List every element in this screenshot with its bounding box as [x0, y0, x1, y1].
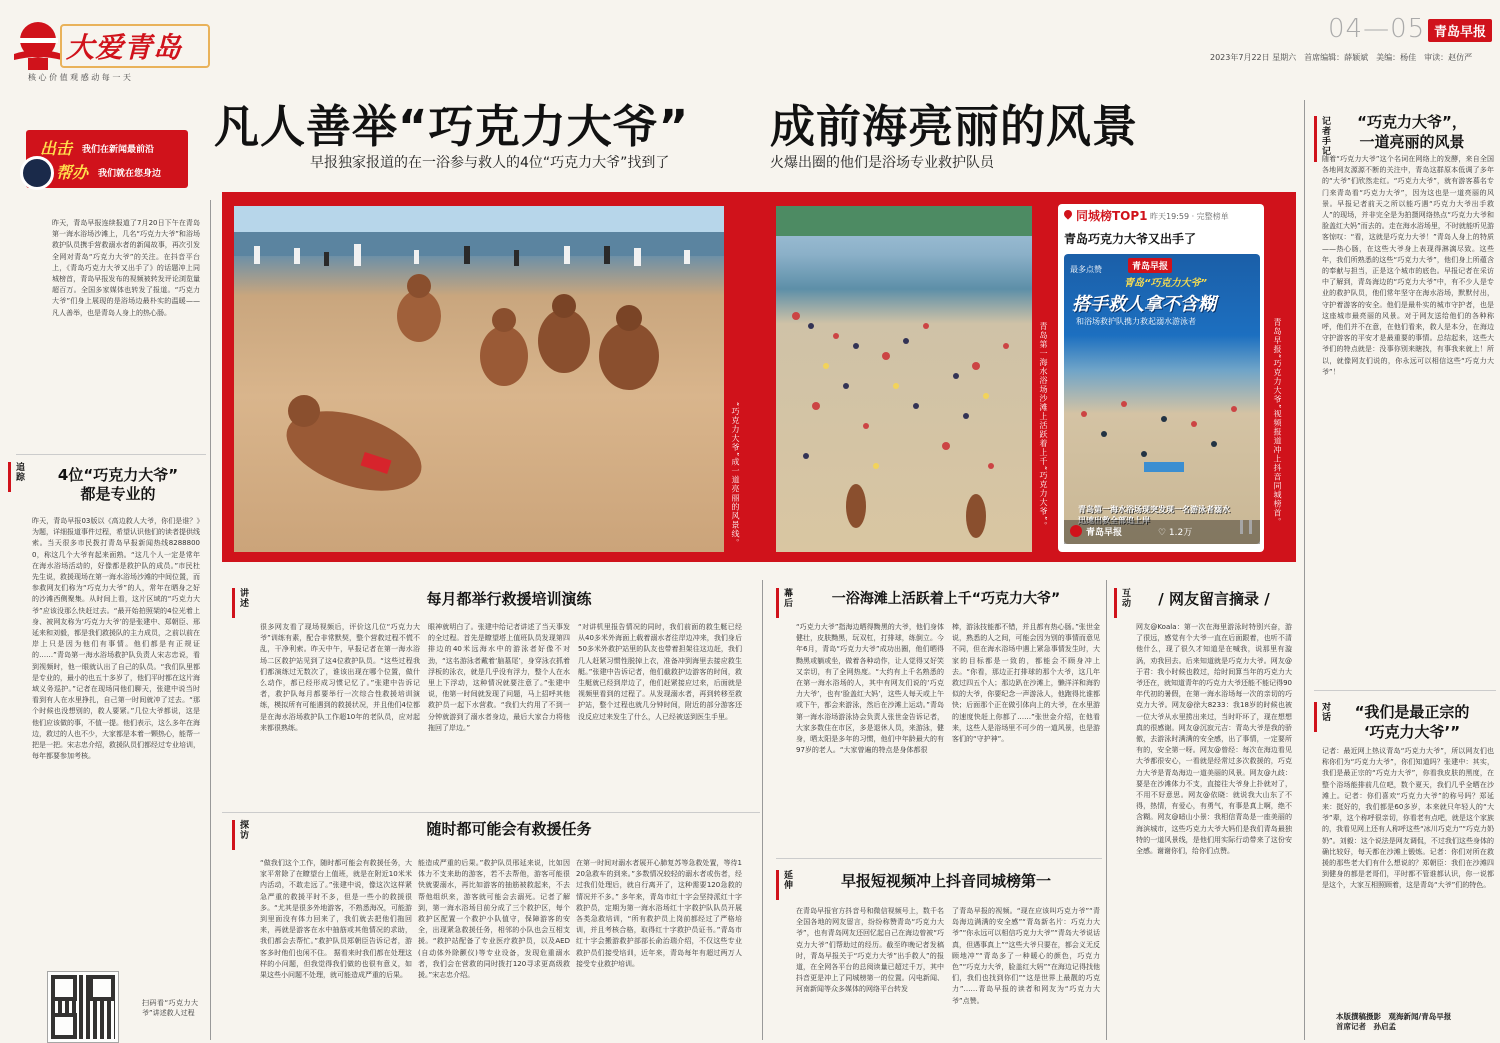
- jiangshu-col2: 眼神就明白了。张建中给记者讲述了当天事发的全过程。首先是瞭望塔上值班队员发现第四排边的40米远海水中的游泳者好像不对劲，“这名游泳者戴着‘脑墓尾’，身穿泳衣抓着浮板的泳衣，就是几乎没有浮力，整个人在水里上下浮动，这种情况就要注意了。”张建中说，他第一时间就发现了问题，马上招呼其他救护员一起下水营救。“我们大约用了不到一分钟就游到了溺水者身边，最后大家合力将他拖回了岸边。”: [428, 623, 570, 732]
- essay-body: 随着“巧克力大爷”这个名词在网络上的发酵，来自全国各地网友源源不断的关注中，青岛这群原本低调了多年的“大爷”们欣然走红。“巧克力大爷”，就有游客慕名专门来青岛看“巧克力大爷”，因为这也是一道亮丽的风景。早报记者前天之所以能巧遇“巧克力大爷出手救人”的现场，并非完全是为拍摄网络热点“巧克力大爷和脸盖红大妈”而去的。走在海水浴场里，不时就能听见游客惊叹：“看，这就是巧克力大爷！”青岛人身上的特质——热心肠，在这些大爷身上表现得淋漓尽致。这些年，我们所熟悉的这些“巧克力大爷”，他们身上所蕴含的奉献与担当，正是这个城市的底色。早报记者在采访中了解到，青岛海边的“巧克力大爷”中，有不少人是专业的救护队员，他们常年坚守在海水浴场，默默付出，守护着游客的安全。他们是最朴实的城市守护者，也是这座城市最亮丽的风景。对于网友送给他们的各种称呼，他们并不在意，在他们看来，救人是本分，在海边守护游客的平安才是最重要的事情。总结起来，这些大爷们的特点就是：没事你别来瞎找，有事我来就上！所以，就像网友们说的，你永远可以相信这些“巧克力大爷”！: [1322, 155, 1494, 376]
- qr-code[interactable]: [48, 972, 118, 1042]
- column-banner: [26, 130, 188, 188]
- jiangshu-title: 每月都举行救援培训演练: [426, 590, 592, 608]
- video-card-sub: 和浴场救护队携力救起溺水游泳者: [1076, 317, 1196, 326]
- tag-duihua: 对话: [1314, 702, 1332, 732]
- muhou-col2: 棒，游泳技能都不错，并且都有热心肠。”张世金说，熟悉的人之间，可能会因为别的事情而意见不同，但在海水浴场中遇上紧急事情发生时，大家的目标都是一致的，都能会不顾身冲上去。“你看，那边正打排球的那个大爷，这几年救过四五个人；那边趴在沙滩上，懒洋洋和海豹似的大爷，你要纪念一声游泳人，他跑得比谁都快；后面那个正在做引体向上的大爷，在水里游的速度快赶上你都了……”张世金介绍，在他看来，这些人是浴场里不可少的一道风景，也是游客们的“守护神”。: [952, 623, 1100, 744]
- video-frame-illustration: [1064, 374, 1260, 494]
- tanfang-col3: 在第一时间对溺水者展开心肺复苏等急救处置，等待120急救车的到来。”多数情况较轻的溺水者或伤者，经过我们处理后，就自行离开了，这种需要120急救的情况并不多。” 多年来，青岛市红十字会坚持派红十字救护员，定期为第一海水浴场红十字救护队队员开展各类急救培训，“所有救护员上岗前都经过了严格培训，并且考核合格，取得红十字救护员证书。”青岛市红十字会搬游救护部部长俞治瑞介绍，不仅这些专业救护员们接受培训，近年来，青岛每年有超过两万人接受专业救护培训。: [576, 859, 742, 968]
- divider-left: [210, 200, 211, 1040]
- photo-crowded-beach: [776, 206, 1032, 552]
- paper-logo: 青岛早报: [1428, 19, 1492, 42]
- tag-hudong: 互动: [1114, 588, 1132, 618]
- divider-h3: [1314, 690, 1496, 691]
- jiangshu-col1: 很多网友看了现场视频后，评价这几位“巧克力大爷”训练有素，配合非常默契，整个营救过程不慌不乱，干净利索。昨天中午，早报记者在第一海水浴场二区救护站见到了这4位救护队员。“这些过程我们都演练过无数次了，谁该出现在哪个位置，做什么动作，都已经形成习惯记忆了。”张建中告诉记者，救护队每月都要举行一次综合性救援培训演练，模拟所有可能遇到的救援状况，并且他们4位都是在海水浴场救护队工作超10年的老队员，应对起来都很熟练。: [260, 623, 420, 732]
- footer-likes[interactable]: ♡ 1.2万: [1158, 528, 1193, 538]
- hot-rank-time: 昨天19:59 · 完整榜单: [1150, 212, 1229, 221]
- photo-beach-men: [234, 206, 724, 552]
- phone-screenshot: [1058, 204, 1264, 552]
- photo2-caption: 青岛第一海水浴场沙滩上活跃着上千“巧克力大爷”。: [1039, 322, 1048, 531]
- photo-beach-men-illustration: [234, 206, 724, 552]
- divider-h1: [222, 812, 760, 813]
- hudong-body: 网友@Koala：第一次在海里游泳时特别兴奋，游了很远，感觉有个大爷一直在后面跟着，也听不清他什么，现了很久才知道是在喊我，说那里有漩涡，劝我回去。后来知道就是巧克力大爷。网友@于君：我小时候也救过，给时间算当年的巧克力大爷还在，就知道青年的巧克力大爷还能不能记得90年代初的暑假，在第一海水浴场每一次的亲切的巧克力大爷。网友@徐大8233：我18岁的时候也被一位大爷从水里捞出来过，当时吓坏了，现在想想真的很感谢。网友@沉寂元吉：青岛大爷是我的骄傲，去游泳时满满的安全感，出了事情，一定要所有的，安全第一呀。网友@曾经：每次在海边看见大爷都很安心，一看就是经常过多次救援的，巧克力大爷是青岛海边一道美丽的风景。网友@九歧：要是在沙滩体力不支，直接往大爷身上扑就对了，不用不好意思。网友@依晓：就说我大山东了不得，热情，有爱心，有勇气，有事是真上啊，绝不含糊。网友@暗山小景：我相信青岛是一座美丽的海滨城市，这些巧克力大爷大妈们是我们青岛最独特的一道风景线，是他们用实际行动带来了这份安全感。谢谢你们，给你们点赞。: [1136, 623, 1292, 856]
- muhou-title: 一浴海滩上活跃着上千“巧克力大爷”: [831, 591, 1061, 607]
- video-card-headline: 搭手救人拿不含糊: [1072, 294, 1216, 315]
- tanfang-title: 随时都可能会有救援任务: [426, 820, 592, 838]
- tag-tanfang: 探访: [232, 820, 250, 850]
- jiangshu-col3: “对讲机里报告情况的同时，我们前面的救生艇已经从40多米外海面上载着溺水者往岸边冲来，我们身后50多米外救护站里的队友也带着担架往这边赶，我们几人赶紧习惯性脱掉上衣，准备冲到海里去接应救生艇。”张建中告诉记者，他们截救护边游客的时间，救生艇就已经到岸边了，他们赶紧接应过来，后面就是视频里看到的过程了。从发现溺水者，再到转移至救护站，整个过程也就几分钟时间，附近的部分游客还没反应过来发生了什么，人已经被送到医生手里。: [578, 623, 742, 721]
- muhou-col1: “巧克力大爷”指海边晒得黝黑的大爷，他们身体健壮，皮肤黝黑，玩双杠，打排球，练倒立。今年6月，青岛“巧克力大爷”成功出圈，他们晒得黝黑或躺或坐，做着各种动作，让人觉得又好笑又亲切，有了全网热度。“大约有上千名熟悉的在第一海水浴场的人，其中有网友们说的‘巧克力大爷’，也有‘脸盖红大妈’，这些人每天或上午或下午，都会来游泳，然后在沙滩上运动。”青岛第一海水浴场游泳协会负责人张世金告诉记者，大家多数住在市区，多是退休人员，来游泳，健身，晒太阳是多年的习惯，他们中年龄最大的有97岁的老人。“大家曾遍的特点是身体都很: [796, 623, 944, 755]
- banner-line1-small: 我们在新闻最前沿: [82, 145, 155, 155]
- subheadline-right: 火爆出圈的他们是浴场专业救护队员: [770, 155, 994, 171]
- yanshen-col1: 在青岛早报官方抖音号和微信视频号上，数千名全国各地的网友留言，纷纷称赞青岛“巧克力大爷”，也有青岛网友还回忆起自己在海边曾被“巧克力大爷”们帮助过的经历。截至昨晚记者发稿时，青岛早报关于“巧克力大爷”出手救人”的报道，在全网各平台的总阅读量已超过千万，其中抖音更是冲上了同城榜第一的位置。闪电新闻、河南新闻等众多媒体的网络平台转发: [796, 907, 944, 994]
- headline-left: 凡人善举“巧克力大爷”: [214, 100, 690, 153]
- divider-right-mid: [1106, 580, 1107, 1040]
- location-pin-icon: [1062, 208, 1073, 219]
- footer-user: 青岛早报: [1086, 528, 1123, 538]
- video-card[interactable]: [1064, 254, 1260, 544]
- divider-h4: [16, 454, 206, 455]
- video-card-small: 青岛“巧克力大爷”: [1124, 278, 1207, 289]
- banner-line2-small: 我们就在您身边: [98, 169, 162, 179]
- hudong-title: / 网友留言摘录 /: [1158, 590, 1270, 608]
- divider-right: [1304, 100, 1305, 1040]
- tag-yanshen: 延伸: [776, 870, 794, 900]
- tag-muhou: 幕后: [776, 588, 794, 618]
- divider-center: [762, 580, 763, 1040]
- camera-lens-icon: [20, 156, 54, 190]
- essay-title: “巧克力大爷”， 一道亮丽的风景: [1357, 113, 1467, 151]
- tag-zhuizong: 追踪: [8, 462, 26, 492]
- headline-right: 成前海亮丽的风景: [770, 100, 1139, 153]
- photo1-caption: “巧克力大爷”成一道亮丽的风景线。: [731, 402, 740, 548]
- left-body: 昨天，青岛早报03版以《高边救人大爷，你们是谁？》为题，详细报道事件过程，希望认识他们的读者提供线索。当天很多市民拨打青岛早报新闻热线82888000，称这几个大爷有起来面熟。“这几个人一定是常年在海水浴场活动的，好像都是救护队的成员。”市民杜先生说，救援现场在第一海水浴场沙滩的中间位置，而参救网友们称为“巧克力大爷”的人，常年在晒身之好的沙滩西侧聚集。从时间上看，这片区域的“巧克力大爷”应该没那么快赶过去。“最开始拍照架的4位光着上身、被网友称为‘巧克力大爷’的是张建中、郑朝臣、邢延来和刘毅，都是我们救援队的主力成员，之前以前在岸上只是因为他们有事情。他们都是有正规证的……”青岛第一海水浴场救护队负责人宋志忠说，看到视频时，他一眼就认出了自己的队员。“我们队里都是专业的，最小的也五十多岁了，他们平时都在这片海域义务巡护。”记者在现场同他们聊天，张建中说当时看到有人在水里挣扎，自己第一时间就冲了过去。“那个时候也没想别的，救人要紧。”几位大爷都说，这是他们应该做的事，不值一提。他们表示，这么多年在海边，救过的人也不少，大家都是本着一颗热心，能帮一把是一把。宋志忠介绍，救援队员们都经过专业培训，每年都要参加考核。: [32, 517, 200, 761]
- video-bottom-caption: 青岛第一海水浴场现突发现一名游泳者溺水 迅速出救全部追上岸: [1078, 505, 1230, 525]
- user-avatar-icon: [1070, 525, 1082, 537]
- left-subhead: 4位“巧克力大爷” 都是专业的: [57, 466, 179, 503]
- left-intro: 昨天，青岛早报连续报道了7月20日下午在青岛第一海水浴场沙滩上，几名“巧克力大爷”和浴场救护队员携手营救溺水者的新闻故事，再次引发全网对青岛“巧克力大爷”的关注。在抖音平台上，《青岛巧克力大爷又出手了》的话题冲上同城榜首，青岛早报发布的视频被转发评论浏览量超百万。全国多家媒体也转发了报道。“巧克力大爷”们身上展现的是浴场边最朴实的温暖——凡人善举，也是青岛人身上的热心肠。: [52, 219, 200, 317]
- tanfang-col1: “做我们这个工作，随时都可能会有救援任务，大家平常除了在瞭望台上值班，就是在附近10米米内活动，不敢走远了。”张建中说，像这次这样紧急严重的救援平时不多，但是一些小的救援很多。“尤其是很多外地游客，不熟悉海况，可能游到里面没有体力回来了，我们就去把他们拖回来，再就是游客在水中抽筋或其他情况的求助，我们都会去帮忙。”救护队员郑朝臣告诉记者，游客多时他们也闲不住。 据看来时我们都在处理这样的小问题，但我觉得我们做的也很有意义，如果这些小问题不处理，就可能造成严重的后果。: [260, 859, 412, 980]
- divider-h2: [776, 858, 1102, 859]
- dialogue-title: “我们是最正宗的 ‘巧克力大爷’”: [1354, 703, 1470, 741]
- dialogue-body: 记者：最近网上热议青岛“巧克力大爷”，所以网友们也称你们为“巧克力大爷”，你们知道吗？张建中：其实，我们是最正宗的“巧克力大爷”，你看我皮肤的黑度，在整个浴场能排前几位吧，数个夏天，我们几乎全晒在沙滩上。记者：你们喜欢“巧克力大爷”的称号吗？郑延来：挺好的，我们都是60多岁，本来就只年轻人的“大爷”辈，这个称呼很亲切，你看老有点吧，就是这个家族的，我看见网上还有人称呼这些“冰川巧克力”“巧克力奶奶”。刘毅：这个说法是网友调侃，不过我们这些身体的确比较好，每天都在沙滩上锻炼。记者：你们对所在救援的那些老大们有什么想说的？郑朝臣：我们在沙滩四到健身的都是老哥们，平时都不管谁都认识，你一说都是这个，大家互相照顾着，这是青岛“大爷”们的特色。: [1322, 747, 1494, 890]
- hot-rank-title: 青岛巧克力大爷又出手了: [1064, 232, 1197, 246]
- hot-rank-badge: 同城榜TOP1: [1076, 209, 1148, 223]
- video-card-logo: 青岛早报: [1128, 258, 1172, 273]
- masthead-logo-text: 大爱青岛: [66, 31, 183, 64]
- page-numbers: 04—05: [1328, 14, 1426, 44]
- photo3-caption: 青岛早报“巧克力大爷”视频报道冲上抖音同城榜首。: [1273, 318, 1282, 527]
- tanfang-col2: 能造成严重的后果。”救护队员邢延来说，比如因体力不支来助的游客，若不去帮他，游客可能很快就要溺水，再比如游客的抽筋被救起来，不去帮他组织来，游客就可能会去溺死。记者了解到，第一海水浴场目前分成了三个救护区，每个救护区配置一个救护小队值守，保障游客的安全，出现紧急救援任务，相邻的小队也会互相支援。“救护站配备了专业医疗救护员，以及AED(自动体外除颤仪)等专业设备，发现危重溺水者，我们会在营救的同时拨打120寻求更高级救援。”宋志忠介绍。: [418, 859, 570, 980]
- video-card-top: 最多点赞: [1070, 265, 1102, 274]
- banner-line2-big: 帮办: [56, 163, 89, 182]
- phone-footer: [1064, 520, 1260, 544]
- qr-caption: 扫码看“巧克力大爷”讲述救人过程: [142, 999, 198, 1017]
- page-meta: 2023年7月22日 星期六 首席编辑：薛颖斌 美编：杨佳 审读：赵仿严: [1210, 53, 1473, 62]
- photo-crowded-beach-illustration: [776, 206, 1032, 552]
- masthead-logo: [8, 14, 208, 86]
- subheadline-left: 早报独家报道的在一浴参与救人的4位“巧克力大爷”找到了: [310, 155, 670, 171]
- tag-jiangshu: 讲述: [232, 588, 250, 618]
- banner-line1-big: 出击: [40, 139, 73, 158]
- masthead-slogan: 核 心 价 值 观 感 动 每 一 天: [28, 73, 131, 82]
- yanshen-title: 早报短视频冲上抖音同城榜第一: [840, 872, 1051, 890]
- reporter-credit: 本版撰稿摄影 观海新闻/青岛早报 首席记者 孙启孟: [1336, 1012, 1452, 1031]
- yanshen-col2: 了青岛早报的视频。“现在应该叫巧克力爷”“青岛海边满满的安全感”“青岛新名片：巧克力大爷”“你永远可以相信巧克力大爷”“青岛大爷说话真，但遇事真上”“这些大爷只要在，都会义无反顾地冲”“青岛多了一种暖心的颜色，巧克力色”“巧克力大爷，脸盖红大妈”“在海边记得找他们，我们也找到你们”“这是世界上最靓的巧克力”……青岛早报的读者和网友为“巧克力大爷”点赞。: [952, 907, 1100, 1005]
- tag-jizhe-shouji: 记者手记: [1314, 116, 1332, 162]
